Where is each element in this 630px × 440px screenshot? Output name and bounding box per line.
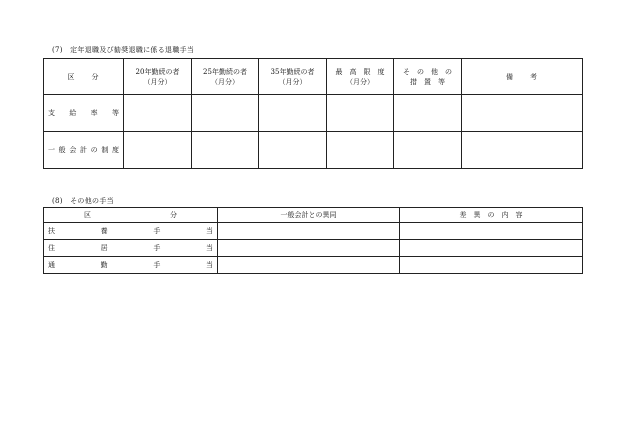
cell-empty (259, 95, 327, 132)
header-20-years (124, 59, 192, 95)
cell-empty (462, 132, 583, 169)
table-row (44, 132, 583, 169)
row-label-commuting (44, 257, 218, 274)
cell-empty (400, 223, 583, 240)
label-char: 当 (205, 227, 213, 235)
header-35-years-unit: （月分） (278, 77, 307, 86)
label-char: 養 (100, 227, 108, 235)
cell-empty (394, 132, 462, 169)
cell-empty (327, 95, 394, 132)
row-label-housing (44, 240, 218, 257)
header-25-years (192, 59, 259, 95)
header-max-limit-label: 最 高 限 度 (335, 67, 385, 76)
label-char: 住 (48, 244, 55, 252)
header-20-years-unit: （月分） (143, 77, 172, 86)
cell-empty (400, 240, 583, 257)
cell-empty (218, 223, 400, 240)
header-kubun: 区 分 (44, 59, 124, 95)
header-other-measures-line1: そ の 他 の (403, 67, 452, 76)
label-char: 当 (205, 261, 213, 269)
header-max-limit (327, 59, 394, 95)
header-35-years (259, 59, 327, 95)
cell-empty (462, 95, 583, 132)
cell-empty (327, 132, 394, 169)
cell-empty (192, 95, 259, 132)
cell-empty (394, 95, 462, 132)
header-kubun-left: 区 (84, 211, 91, 219)
header-kubun (44, 208, 218, 223)
table-row (44, 257, 583, 274)
header-25-years-label: 25年勤続の者 (203, 67, 247, 76)
row-label-dependents (44, 223, 218, 240)
header-difference: 差 異 の 内 容 (400, 208, 583, 223)
cell-empty (259, 132, 327, 169)
table-row (44, 95, 583, 132)
cell-empty (218, 240, 400, 257)
header-other-measures-line2: 措 置 等 (410, 77, 445, 86)
label-char: 当 (205, 244, 213, 252)
cell-empty (124, 95, 192, 132)
header-25-years-unit: （月分） (211, 77, 239, 86)
table-row (44, 223, 583, 240)
label-char: 居 (100, 244, 108, 252)
label-char: 手 (153, 261, 161, 269)
other-allowances-table (43, 207, 583, 274)
label-char: 通 (48, 261, 55, 269)
header-35-years-label: 35年勤続の者 (270, 67, 315, 76)
header-max-limit-unit: （月分） (346, 77, 374, 86)
header-comparison: 一般会計との異同 (218, 208, 400, 223)
section8-caption: (8) その他の手当 (52, 197, 114, 205)
cell-empty (192, 132, 259, 169)
header-other-measures (394, 59, 462, 95)
label-char: 扶 (48, 227, 55, 235)
table-row (44, 240, 583, 257)
section7-caption: (7) 定年退職及び勧奨退職に係る退職手当 (52, 46, 195, 54)
retirement-allowance-table (43, 58, 583, 169)
row-label-general-account: 一般会計の制度 (44, 132, 124, 169)
header-20-years-label: 20年勤続の者 (135, 67, 180, 76)
cell-empty (124, 132, 192, 169)
cell-empty (400, 257, 583, 274)
label-char: 手 (153, 227, 161, 235)
label-char: 手 (153, 244, 161, 252)
header-kubun-right: 分 (170, 211, 177, 219)
row-label-payment-rate: 支給率等 (44, 95, 124, 132)
header-remarks: 備 考 (462, 59, 583, 95)
label-char: 勤 (100, 261, 108, 269)
cell-empty (218, 257, 400, 274)
